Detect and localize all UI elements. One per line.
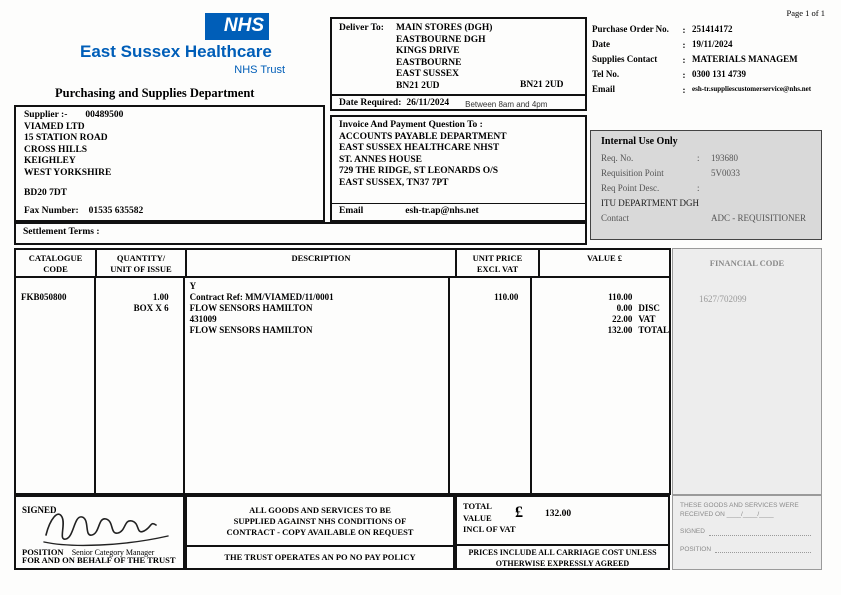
requisition-point-value: 5V0033 [711,168,740,178]
column-header-value [540,250,669,276]
carriage-line: OTHERWISE EXPRESSLY AGREED [495,558,630,568]
dotted-line [709,535,811,536]
invoice-email-row [332,203,585,221]
deliver-address-line: EASTBOURNE [396,57,462,68]
item-description-repeat: FLOW SENSORS HAMILTON [189,325,313,335]
contact-label: Contact [601,213,629,223]
email-value: esh-tr.suppliescustomerservice@nhs.net [692,85,812,93]
order-date-row [592,39,822,50]
nhs-logo [205,13,269,40]
vat-label: VAT [638,314,656,324]
supplier-address-line: CROSS HILLS [24,144,88,155]
deliver-postcode-duplicate: BN21 2UD [520,80,564,90]
internal-use-box [590,130,822,240]
position-label: POSITION [22,547,64,557]
invoice-line: ACCOUNTS PAYABLE DEPARTMENT [339,131,507,142]
header-line: UNIT OF ISSUE [110,264,172,274]
deliver-address-line: EAST SUSSEX [396,69,459,79]
header-line: CODE [43,264,68,274]
financial-code-column [672,248,822,495]
email-label: Email [592,84,616,94]
header-line: CATALOGUE [28,253,83,263]
conditions-line: CONTRACT - COPY AVAILABLE ON REQUEST [226,527,414,537]
column-header-financial-code: FINANCIAL CODE [709,258,785,268]
supplies-contact-row [592,54,822,65]
separator: : [697,183,700,193]
column-header-quantity [97,250,187,276]
supplies-contact-label: Supplies Contact [592,54,658,64]
grand-total-value: 132.00 [545,509,572,519]
on-behalf-text: FOR AND ON BEHALF OF THE TRUST [22,555,176,565]
total-upper [457,497,668,546]
received-signed-row [680,528,815,537]
carriage-line: PRICES INCLUDE ALL CARRIAGE COST UNLESS [468,548,657,557]
internal-use-title: Internal Use Only [601,136,678,147]
separator: : [697,153,700,163]
received-line: RECEIVED ON ____/____/____ [680,510,774,518]
contact-row [601,213,811,223]
value-line-discount [532,303,669,314]
organisation-subtitle: NHS Trust [234,64,285,76]
separator [697,213,711,223]
financial-code-value: 1627/702099 [699,294,747,304]
contract-reference: Contract Ref: MM/VIAMED/11/0001 [189,292,334,302]
date-required-value: 26/11/2024 [406,98,450,108]
supplier-label: Supplier :- [24,110,68,120]
column-header-unit-price [457,250,540,276]
supplier-address-line: 15 STATION ROAD [24,133,108,143]
discount-label: DISC [638,303,660,313]
deliver-to-box [330,17,587,111]
tel-label: Tel No. [592,69,620,79]
header-line: DESCRIPTION [291,253,351,263]
deliver-address-line: BN21 2UD [396,80,440,91]
supplier-address-line: KEIGHLEY [24,156,76,166]
discount-amount: 0.00 [616,303,633,313]
received-line: THESE GOODS AND SERVICES WERE [680,502,799,509]
invoice-title: Invoice And Payment Question To : [339,120,483,130]
items-table-header [14,248,671,278]
order-number-row [592,24,822,35]
invoice-box [330,115,587,222]
requisition-point-label: Requisition Point [601,168,664,178]
total-label-line: TOTAL [463,501,492,511]
fax-row [24,206,143,218]
department-title: Purchasing and Supplies Department [55,86,255,100]
conditions-line: ALL GOODS AND SERVICES TO BE [249,505,391,515]
fax-value: 01535 635582 [88,205,144,216]
req-no-row [601,153,811,163]
total-label: TOTAL [638,325,670,335]
header-line: QUANTITY/ [116,253,166,263]
value-line-total [532,325,669,336]
supplier-code-row [24,110,315,122]
received-position-label: POSITION [680,545,712,553]
page-number: Page 1 of 1 [786,8,825,18]
req-no-value: 193680 [711,153,738,163]
supplies-contact-value: MATERIALS MANAGEM [692,54,798,64]
net-amount: 110.00 [608,292,633,302]
value-line-net [532,292,669,303]
invoice-line: ST. ANNES HOUSE [339,154,422,165]
invoice-line: 729 THE RIDGE, ST LEONARDS O/S [339,166,499,176]
description-flag: Y [189,281,197,291]
catalogue-code: FKB050800 [21,292,67,302]
total-label-line: INCL OF VAT [463,524,516,534]
separator [697,168,711,178]
goods-received-box [672,495,822,570]
header-line: VALUE £ [586,253,623,263]
req-point-desc-text: ITU DEPARTMENT DGH [601,198,699,208]
dotted-line [715,552,811,553]
cell-unit-price [450,278,532,493]
separator: : [682,70,686,80]
position-value: Senior Category Manager [71,548,155,557]
order-number-label: Purchase Order No. [592,24,669,34]
settlement-terms-label: Settlement Terms : [23,227,100,237]
no-po-no-pay-policy: THE TRUST OPERATES AN PO NO PAY POLICY [187,545,453,568]
invoice-line: EAST SUSSEX HEALTHCARE NHST [339,143,500,153]
req-point-desc-value [711,183,811,193]
deliver-address-line: KINGS DRIVE [396,46,460,56]
cell-value [532,278,669,493]
order-number-value: 251414172 [692,24,733,34]
unit-of-issue: BOX X 6 [133,303,169,313]
supplier-name: VIAMED LTD [24,121,85,132]
conditions-box [185,495,455,570]
invoice-line: EAST SUSSEX, TN37 7PT [339,177,449,188]
separator: : [682,85,686,95]
received-position-row [680,546,815,555]
vat-amount: 22.00 [612,314,633,324]
item-code: 431009 [189,314,217,324]
currency-symbol: £ [515,504,523,521]
conditions-line: SUPPLIED AGAINST NHS CONDITIONS OF [233,516,407,526]
total-amount: 132.00 [607,325,633,335]
total-value-label [463,501,516,536]
contact-value: ADC - REQUISITIONER [711,213,806,223]
item-description: FLOW SENSORS HAMILTON [189,303,313,313]
invoice-email-value: esh-tr.ap@nhs.net [405,205,479,216]
req-point-desc-label: Req Point Desc. [601,183,660,193]
order-date-label: Date [592,39,610,49]
req-point-desc-row [601,183,811,193]
signed-box [14,495,185,570]
supplier-address-line: WEST YORKSHIRE [24,167,112,178]
settlement-terms-bar [14,222,587,245]
total-box [455,495,670,570]
deliver-to-address [396,23,492,92]
tel-row [592,69,822,80]
date-required-row [332,94,585,109]
signature [40,501,175,551]
req-no-label: Req. No. [601,153,634,163]
supplier-code: 00489500 [85,110,124,120]
deliver-address-line: MAIN STORES (DGH) [396,23,493,33]
nhs-logo-text: NHS [223,15,264,36]
header-line: UNIT PRICE [472,253,523,263]
supplier-box [14,105,325,222]
cell-description [185,278,451,493]
fax-label: Fax Number: [24,205,79,216]
email-row [592,84,822,95]
signed-label: SIGNED [22,505,57,515]
column-header-catalogue [16,250,97,276]
total-label-line: VALUE [463,512,492,523]
conditions-text [187,497,453,538]
cell-catalogue-code [16,278,96,493]
column-header-description [187,250,457,276]
tel-value: 0300 131 4739 [692,69,746,79]
separator: : [682,25,686,35]
date-required-label: Date Required: [339,98,402,108]
organisation-name: East Sussex Healthcare [80,42,272,61]
order-date-value: 19/11/2024 [692,39,733,49]
requisition-point-row [601,168,811,178]
delivery-time-window: Between 8am and 4pm [465,100,548,109]
unit-price-value: 110.00 [494,292,519,302]
value-line-vat [532,314,669,325]
order-info-panel [592,24,822,99]
items-table-body [14,278,671,495]
header-line: EXCL VAT [476,264,519,274]
cell-quantity [96,278,185,493]
separator: : [682,55,686,65]
received-signed-label: SIGNED [680,528,705,535]
separator: : [682,40,686,50]
quantity-value: 1.00 [152,292,169,302]
supplier-postcode: BD20 7DT [24,188,68,198]
carriage-notice [457,546,668,569]
deliver-to-label: Deliver To: [339,23,384,33]
invoice-email-label: Email [339,205,364,216]
deliver-address-line: EASTBOURNE DGH [396,34,486,45]
